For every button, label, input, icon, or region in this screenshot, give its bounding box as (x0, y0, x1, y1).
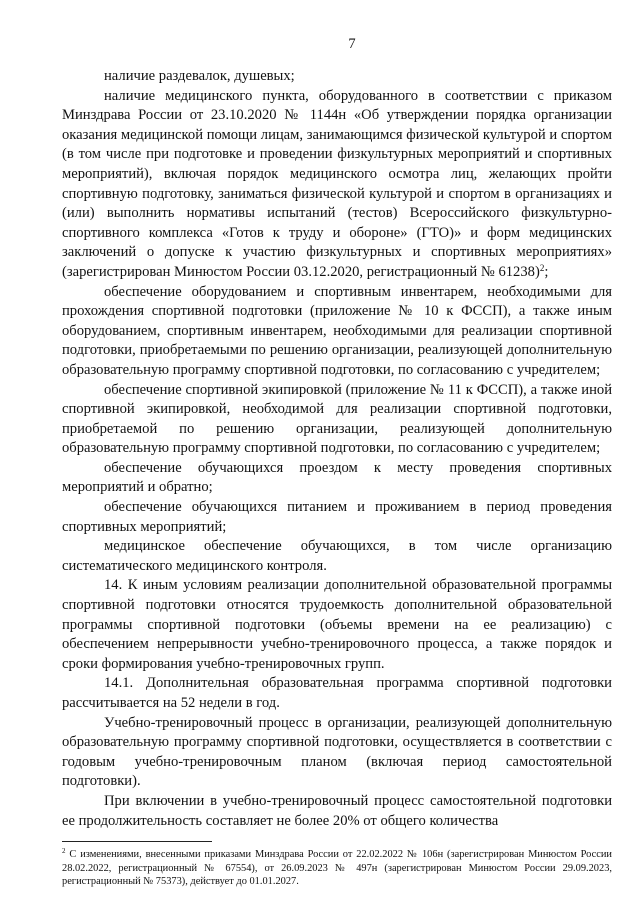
paragraph-medical-point-suffix: ; (544, 263, 549, 280)
paragraph-equipment: обеспечение оборудованием и спортивным инвентарем, необходимыми для прохождения спортивной подготовки (приложение № 10 к ФССП), а также иным оборудованием, спортивным инвентарем, необходимыми для реализации спортивной подготовки, приобретаемыми по решению организации, реализующей дополнительную образовательную программу спортивной подготовки, по согласованию с учредителем; (62, 283, 612, 378)
paragraph-changing-rooms: наличие раздевалок, душевых; (104, 68, 295, 84)
paragraph-medical-point-text: наличие медицинского пункта, оборудованного в соответствии с приказом Минздрава России от 23.10.2020 № 1144н «Об утверждении порядка организации оказания медицинской помощи лицам, занимающимся физической культурой и спортом (в том числе при подготовке и проведении физкультурных мероприятий и спортивных мероприятий), включая порядок медицинского осмотра лиц, желающих пройти спортивную подготовку, заниматься физической культурой и спортом в организациях и (или) выполнить нормативы испытаний (тестов) Всероссийского физкультурно-спортивного комплекса «Готов к труду и обороне» (ГТО)» и форм медицинских заключений о допуске к участию физкультурных и спортивных мероприятиях» (зарегистрирован Минюстом России 03.12.2020, регистрационный № 61238) (62, 87, 612, 280)
paragraph-medical-support: медицинское обеспечение обучающихся, в том числе организацию систематического медицинского контроля. (62, 538, 612, 574)
paragraph-travel: обеспечение обучающихся проездом к месту проведения спортивных мероприятий и обратно; (62, 459, 612, 496)
page-number: 7 (348, 36, 356, 52)
paragraph-14-1: 14.1. Дополнительная образовательная программа спортивной подготовки рассчитывается на 52 недели в год. (62, 675, 612, 711)
paragraph-self-study: При включении в учебно-тренировочный процесс самостоятельной подготовки ее продолжительность составляет не более 20% от общего количества (62, 792, 612, 829)
footnote-separator (62, 841, 212, 842)
paragraph-sport-gear: обеспечение спортивной экипировкой (приложение № 11 к ФССП), а также иной спортивной экипировкой, необходимой для реализации спортивной подготовки, приобретаемой по решению организации, реализующей дополнительную образовательную программу спортивной подготовки, по согласованию с учредителем; (62, 381, 612, 457)
footnote (62, 848, 612, 888)
footnote-text: С изменениями, внесенными приказами Минздрава России от 22.02.2022 № 106н (зарегистрирован Минюстом России 28.02.2022, регистрационный № 67554), от 26.09.2023 № 497н (зарегистрирован Минюстом России 29.09.2023, регистрационный № 75373), действует до 01.01.2027. (62, 849, 612, 887)
paragraph-training-process: Учебно-тренировочный процесс в организации, реализующей дополнительную образовательную программу спортивной подготовки, осуществляется в соответствии с годовым учебно-тренировочным планом (включая период самостоятельной подготовки). (62, 714, 612, 790)
paragraph-14: 14. К иным условиям реализации дополнительной образовательной программы спортивной подготовки относятся трудоемкость дополнительной образовательной программы спортивной подготовки (объемы времени на ее реализацию) с обеспечением непрерывности учебно-тренировочного процесса, а также порядок и сроки формирования учебно-тренировочных групп. (62, 577, 612, 672)
footnote-reference[interactable]: 2 (539, 262, 545, 273)
paragraph-meals-lodging: обеспечение обучающихся питанием и проживанием в период проведения спортивных мероприятий; (62, 499, 612, 535)
paragraph-medical-point (62, 87, 612, 283)
document-body (62, 67, 612, 831)
footnote-marker: 2 (62, 847, 66, 856)
